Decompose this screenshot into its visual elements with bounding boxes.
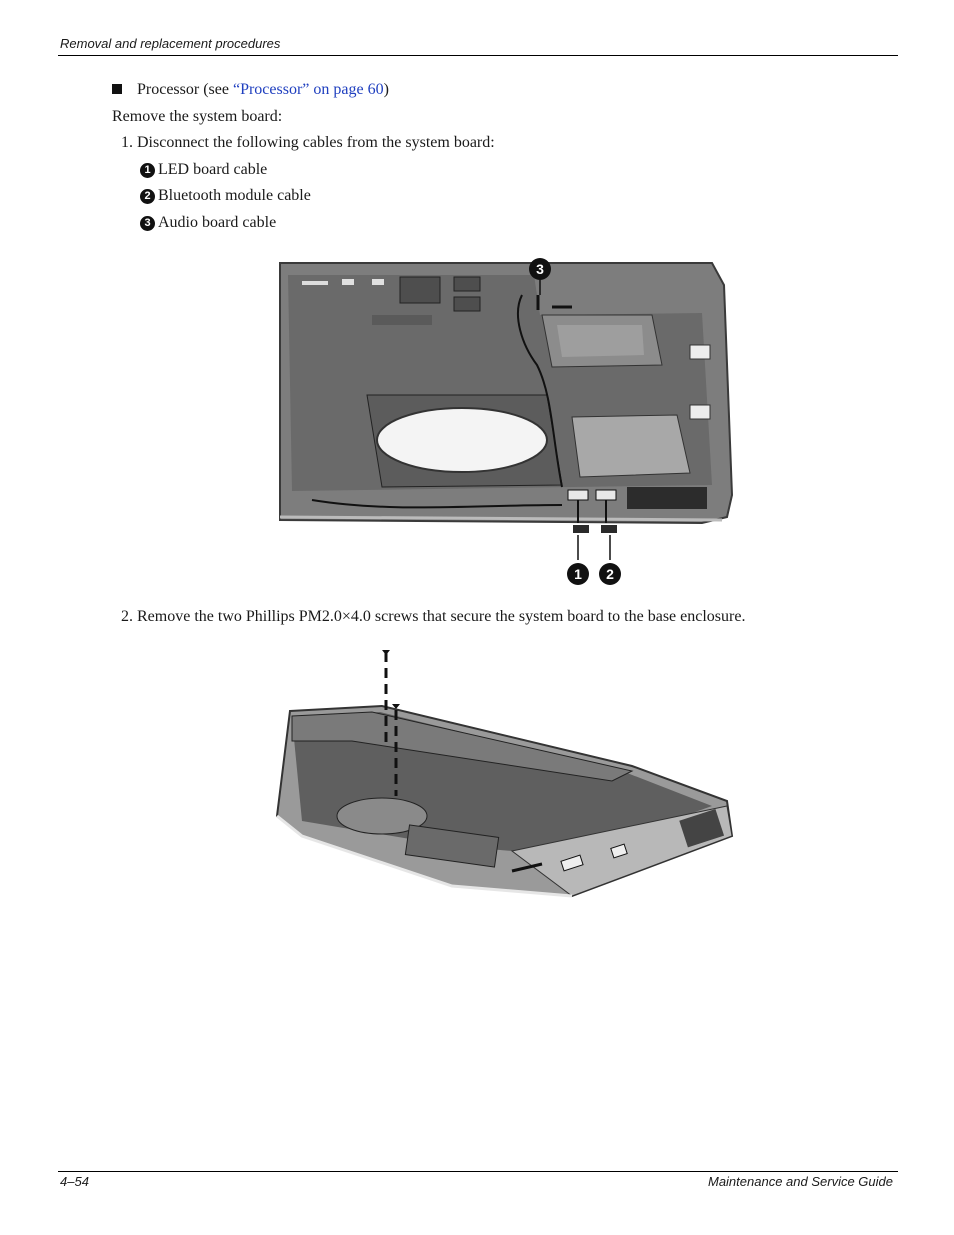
callout-1-icon: 1 [140, 163, 155, 178]
footer-rule [58, 1171, 898, 1172]
system-board-cables-figure [272, 255, 734, 590]
running-header: Removal and replacement procedures [60, 36, 281, 51]
screw-icon [382, 650, 390, 655]
step-1 [121, 133, 495, 153]
cable-label: Bluetooth module cable [158, 187, 311, 204]
header-rule [58, 55, 898, 56]
intro-text: Remove the system board: [112, 108, 283, 125]
guide-title: Maintenance and Service Guide [707, 1174, 893, 1189]
figure-callout-2-label: 2 [606, 566, 614, 582]
figure-callout-3-label: 3 [536, 261, 544, 277]
cable-item-audio [140, 213, 276, 233]
prerequisite-item [112, 80, 389, 100]
step-number: 2. [121, 608, 133, 625]
page-number: 4–54 [60, 1174, 89, 1189]
step-text: Disconnect the following cables from the system board: [137, 134, 495, 151]
system-board-screws-figure [272, 646, 737, 908]
processor-page-link[interactable]: “Processor” on page 60 [232, 81, 384, 98]
step-2 [121, 607, 745, 627]
figure-callout-1-label: 1 [574, 566, 582, 582]
callout-3-icon: 3 [140, 216, 155, 231]
cable-item-bluetooth [140, 186, 311, 206]
prerequisite-prefix: Processor (see [137, 81, 233, 98]
step-text: Remove the two Phillips PM2.0×4.0 screws that secure the system board to the base enclosure. [137, 608, 746, 625]
prerequisite-suffix: ) [383, 81, 389, 98]
cable-label: LED board cable [158, 161, 268, 178]
cable-label: Audio board cable [158, 214, 277, 231]
cable-item-led [140, 160, 267, 180]
callout-2-icon: 2 [140, 189, 155, 204]
square-bullet-icon [112, 84, 122, 94]
step-number: 1. [121, 134, 133, 151]
